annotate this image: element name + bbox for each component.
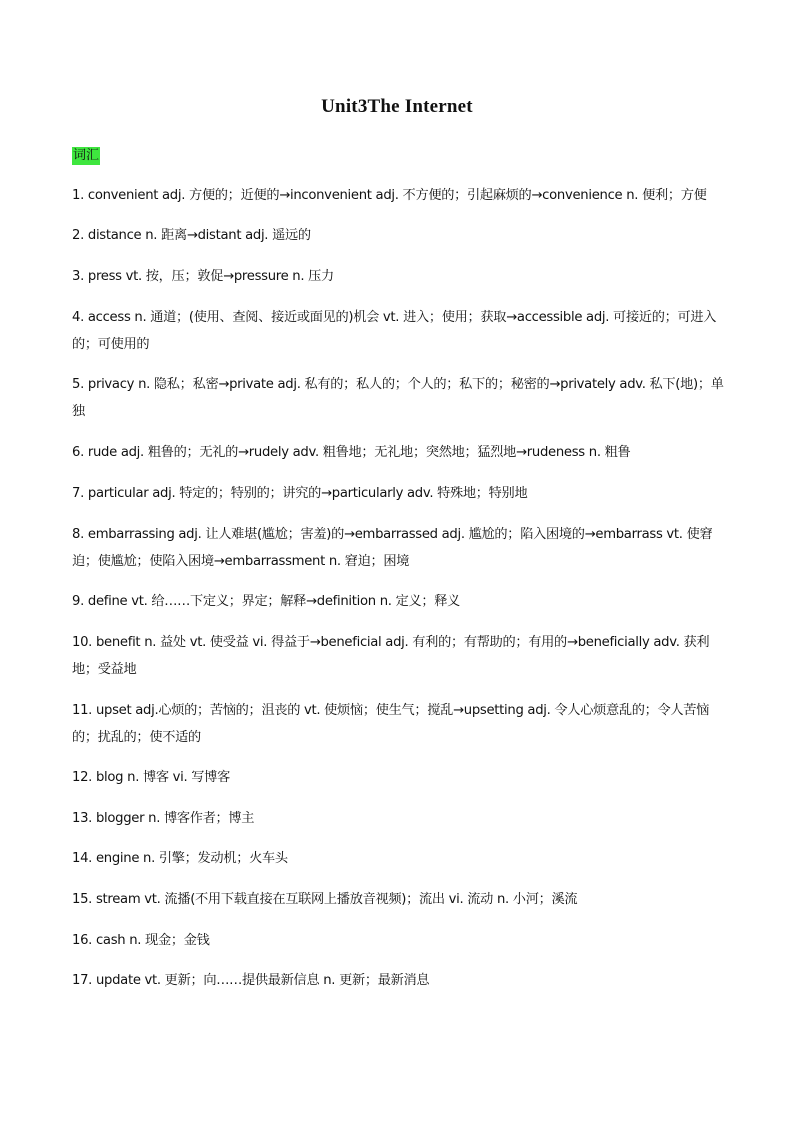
vocab-entry: 14. engine n. 引擎；发动机；火车头 — [72, 851, 288, 866]
vocab-entry: 4. access n. 通道；(使用、查阅、接近或面见的)机会 vt. 进入；使用；获取→accessible adj. 可接近的；可进入的；可使用的 — [72, 310, 717, 352]
vocab-entry: 3. press vt. 按，压；敦促→pressure n. 压力 — [72, 269, 334, 284]
vocab-entry: 10. benefit n. 益处 vt. 使受益 vi. 得益于→beneficial adj. 有利的；有帮助的；有用的→beneficially adv. 获利地；受益地 — [72, 635, 710, 677]
vocab-entry: 7. particular adj. 特定的；特别的；讲究的→particularly adv. 特殊地；特别地 — [72, 486, 528, 501]
vocab-entry: 17. update vt. 更新；向……提供最新信息 n. 更新；最新消息 — [72, 973, 430, 988]
vocab-entry: 9. define vt. 给……下定义；界定；解释→definition n. 定义；释义 — [72, 594, 461, 609]
vocab-entry: 5. privacy n. 隐私；私密→private adj. 私有的；私人的；个人的；私下的；秘密的→privately adv. 私下(地)；单独 — [72, 377, 724, 419]
vocab-entry: 1. convenient adj. 方便的；近便的→inconvenient adj. 不方便的；引起麻烦的→convenience n. 便利；方便 — [72, 188, 707, 203]
vocab-entry: 11. upset adj.心烦的；苦恼的；沮丧的 vt. 使烦恼；使生气；搅乱→upsetting adj. 令人心烦意乱的；令人苦恼的；扰乱的；使不适的 — [72, 703, 710, 745]
vocab-entry: 16. cash n. 现金；金钱 — [72, 933, 210, 948]
vocab-entry: 12. blog n. 博客 vi. 写博客 — [72, 770, 230, 785]
vocab-entry: 8. embarrassing adj. 让人难堪(尴尬；害羞)的→embarrassed adj. 尴尬的；陷入困境的→embarrass vt. 使窘迫；使尴尬；使陷入困境→embarrassment n. 窘迫；困境 — [72, 527, 713, 569]
vocab-entry: 15. stream vt. 流播(不用下载直接在互联网上播放音视频)；流出 vi. 流动 n. 小河；溪流 — [72, 892, 578, 907]
vocab-entry: 2. distance n. 距离→distant adj. 遥远的 — [72, 228, 311, 243]
section-label-vocabulary: 词汇 — [73, 148, 100, 163]
page-title: Unit3The Internet — [321, 96, 473, 117]
vocab-entry: 13. blogger n. 博客作者；博主 — [72, 811, 255, 826]
vocab-entry: 6. rude adj. 粗鲁的；无礼的→rudely adv. 粗鲁地；无礼地；突然地；猛烈地→rudeness n. 粗鲁 — [72, 445, 631, 460]
